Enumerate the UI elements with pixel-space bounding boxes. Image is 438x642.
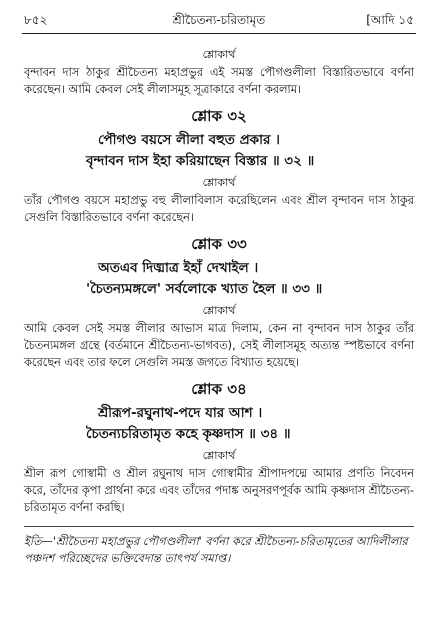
section-verse-34: [24, 379, 414, 516]
section-verse-33: [24, 234, 414, 371]
verse-line: চৈতন্যচরিতামৃত কহে কৃষ্ণদাস ॥ ৩৪ ॥: [86, 426, 291, 442]
page-number: ৮৫২: [24, 13, 48, 27]
running-title: শ্রীচৈতন্য-চরিতামৃত: [172, 13, 266, 27]
translation-label: শ্লোকার্থ: [202, 304, 236, 317]
translation-label: শ্লোকার্থ: [202, 176, 236, 189]
verse-line: অতএব দিঙ্মাত্র ইহাঁ দেখাইল ।: [98, 260, 259, 276]
translation-label: শ্লোকার্থ: [202, 48, 236, 61]
verse-title: শ্লোক ৩৪: [191, 380, 247, 398]
verse-line: 'চৈতন্যমঙ্গলে' সর্বলোকে খ্যাত হৈল ॥ ৩৩ ॥: [86, 281, 323, 297]
section-verse-32: [24, 106, 414, 226]
translation-label: শ্লোকার্থ: [202, 449, 236, 462]
verse-line: বৃন্দাবন দাস ইহা করিয়াছেন বিস্তার ॥ ৩২ ॥: [86, 153, 315, 169]
colophon-divider: [24, 526, 414, 527]
verse-line: শ্রীরূপ-রঘুনাথ-পদে যার আশ ।: [98, 405, 263, 421]
chapter-reference: [আদি ১৫: [366, 13, 414, 27]
header-rule: [22, 33, 416, 34]
translation-text: বৃন্দাবন দাস ঠাকুর শ্রীচৈতন্য মহাপ্রভুর এই সমস্ত পৌগণ্ডলীলা বিস্তারিতভাবে বর্ণনা করেছেন। আমি কেবল সেই লীলাসমূহ সূত্রাকারে বর্ণনা করলাম।: [24, 66, 414, 96]
page-body: [24, 44, 414, 567]
page-header: [22, 12, 416, 32]
chapter-colophon: ইতি—'শ্রীচৈতন্য মহাপ্রভুর পৌগণ্ডলীলা' বর্ণনা করে শ্রীচৈতন্য-চরিতামৃতের আদিলীলার পঞ্চদশ পরিচ্ছেদের ভক্তিবেদান্ত তাৎপর্য সমাপ্ত।: [24, 535, 408, 565]
verse-title: শ্লোক ৩২: [191, 107, 247, 125]
translation-text: শ্রীল রূপ গোস্বামী ও শ্রীল রঘুনাথ দাস গোস্বামীর শ্রীপাদপদ্মে আমার প্রণতি নিবেদন করে, তাঁদের কৃপা প্রার্থনা করে এবং তাঁদের পদাঙ্ক অনুসরণপূর্বক আমি কৃষ্ণদাস শ্রীচৈতন্য-চরিতামৃত বর্ণনা করছি।: [24, 467, 414, 514]
translation-text: আমি কেবল সেই সমস্ত লীলার আভাস মাত্র দিলাম, কেন না বৃন্দাবন দাস ঠাকুর তাঁর চৈতন্যমঙ্গল গ্রন্থে (বর্তমানে শ্রীচৈতন্য-ভাগবত), সেই লীলাসমূহ অত্যন্ত স্পষ্টভাবে বর্ণনা করেছেন এবং তার ফলে সেগুলি সমস্ত জগতে বিখ্যাত হয়েছে।: [24, 322, 414, 369]
translation-text: তাঁর পৌগণ্ড বয়সে মহাপ্রভু বহু লীলাবিলাস করেছিলেন এবং শ্রীল বৃন্দাবন দাস ঠাকুর সেগুলি বিস্তারিতভাবে বর্ণনা করেছেন।: [24, 194, 414, 224]
verse-line: পৌগণ্ড বয়সে লীলা বহুত প্রকার ।: [98, 132, 280, 148]
section-translation-31: [24, 48, 414, 98]
verse-title: শ্লোক ৩৩: [191, 235, 247, 253]
